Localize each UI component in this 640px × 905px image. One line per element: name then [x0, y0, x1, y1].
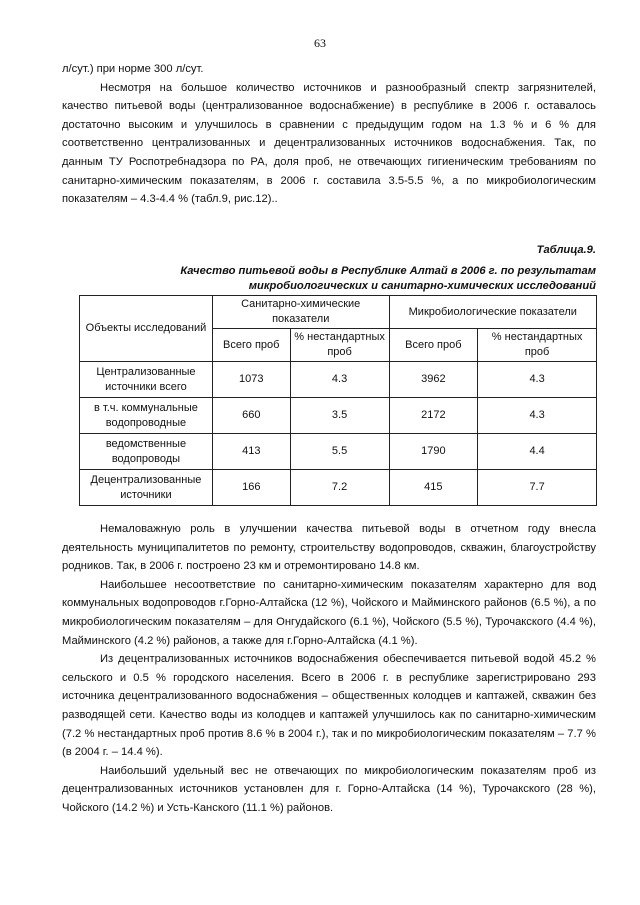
page-number: 63 — [314, 36, 326, 50]
header-microbiological: Микробиологические показатели — [389, 296, 596, 329]
table-row — [80, 434, 597, 470]
header-sanitary-chemical: Санитарно-химические показатели — [212, 296, 389, 329]
chem-total-cell: 166 — [212, 470, 290, 506]
chem-total-cell: 1073 — [212, 362, 290, 398]
table-title-line: Качество питьевой воды в Республике Алтай в 2006 г. по результатам — [180, 265, 596, 277]
micro-pct-cell: 4.3 — [478, 362, 597, 398]
header-micro-pct: % нестандартных проб — [478, 329, 597, 362]
micro-pct-cell: 7.7 — [478, 470, 597, 506]
micro-total-cell: 2172 — [389, 398, 478, 434]
water-quality-table — [79, 295, 597, 506]
chem-total-cell: 660 — [212, 398, 290, 434]
micro-pct-cell: 4.3 — [478, 398, 597, 434]
chem-pct-cell: 7.2 — [290, 470, 389, 506]
table-title — [62, 264, 596, 294]
body-text — [62, 520, 596, 818]
micro-total-cell: 415 — [389, 470, 478, 506]
paragraph: Из децентрализованных источников водоснабжения обеспечивается питьевой водой 45.2 % сельского и 0.5 % городского населения. Всего в 2006 г. в республике зарегистрировано 293 источника децентрализованного водоснабжения – общественных колодцев и каптажей, скважин без разводящей сети. Качество воды из колодцев и каптажей улучшилось как по санитарно-химическим (7.2 % нестандартных проб против 8.6 % в 2004 г.), так и по микробиологическим показателям – 7.7 % (в 2004 г. – 14.4 %). — [62, 653, 596, 759]
header-objects: Объекты исследований — [80, 296, 213, 362]
paragraph: Наибольшее несоответствие по санитарно-химическим показателям характерно для вод коммунальных водопроводов г.Горно-Алтайска (12 %), Чойского и Майминского районов (6.5 %), а по микробиологическим показателям – для Онгудайского (6.1 %), Чойского (5.5 %), Турочакского (4.4 %), Майминского (4.2 %) районов, а также для г.Горно-Алтайска (4.1 %). — [62, 578, 596, 647]
chem-pct-cell: 3.5 — [290, 398, 389, 434]
paragraph: Наибольший удельный вес не отвечающих по микробиологическим показателям проб из децентрализованных источников установлен для г. Горно-Алтайска (14 %), Турочакского (28 %), Чойского (14.2 %) и Усть-Канского (11.1 %) районов. — [62, 764, 596, 814]
micro-total-cell: 1790 — [389, 434, 478, 470]
table-number: Таблица.9. — [536, 244, 596, 256]
table-title-line: микробиологических и санитарно-химических исследований — [248, 280, 596, 292]
row-label: ведомственные водопроводы — [80, 434, 213, 470]
paragraph: Немаловажную роль в улучшении качества питьевой воды в отчетном году внесла деятельность муниципалитетов по ремонту, строительству водопроводов, скважин, благоустройству родников. Так, в 2006 г. построено 23 км и отремонтировано 14.8 км. — [62, 523, 596, 573]
header-micro-total: Всего проб — [389, 329, 478, 362]
chem-pct-cell: 4.3 — [290, 362, 389, 398]
row-label: Децентрализованные источники — [80, 470, 213, 506]
row-label: в т.ч. коммунальные водопроводные — [80, 398, 213, 434]
row-label: Централизованные источники всего — [80, 362, 213, 398]
chem-pct-cell: 5.5 — [290, 434, 389, 470]
table-row — [80, 398, 597, 434]
header-chem-pct: % нестандартных проб — [290, 329, 389, 362]
micro-total-cell: 3962 — [389, 362, 478, 398]
intro-text — [62, 60, 596, 209]
table-row — [80, 470, 597, 506]
header-chem-total: Всего проб — [212, 329, 290, 362]
paragraph: л/сут.) при норме 300 л/сут. — [62, 63, 204, 75]
micro-pct-cell: 4.4 — [478, 434, 597, 470]
chem-total-cell: 413 — [212, 434, 290, 470]
paragraph: Несмотря на большое количество источников и разнообразный спектр загрязнителей, качество питьевой воды (централизованное водоснабжение) в республике в 2006 г. оставалось достаточно высоким и улучшилось в сравнении с предыдущим годом на 1.3 % и 6 % для соответственно централизованных и децентрализованных источников водоснабжения. Так, по данным ТУ Роспотребнадзора по РА, доля проб, не отвечающих гигиеническим требованиям по санитарно-химическим показателям, в 2006 г. составила 3.5-5.5 %, а по микробиологическим показателям – 4.3-4.4 % (табл.9, рис.12).. — [62, 81, 596, 206]
table-row — [80, 362, 597, 398]
